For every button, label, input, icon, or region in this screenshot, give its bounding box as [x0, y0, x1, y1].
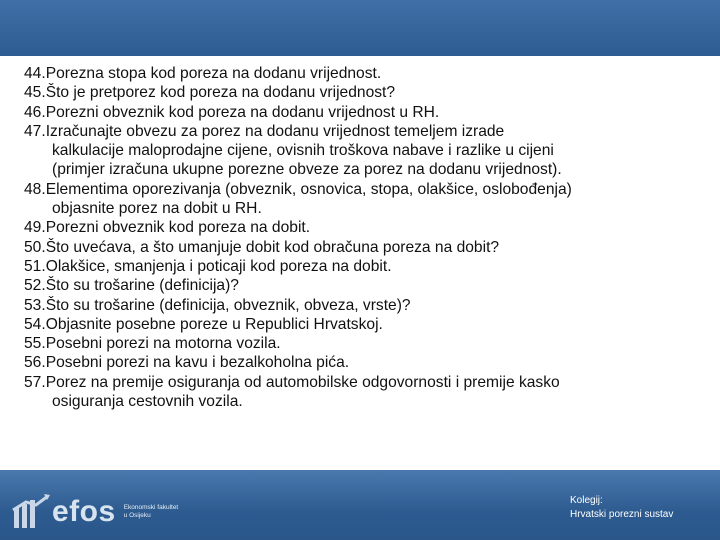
question-text: Posebni porezi na motorna vozila. — [45, 335, 281, 353]
question-item-continuation — [24, 392, 704, 411]
question-number: 50. — [24, 238, 46, 256]
question-text: Elementima oporezivanja (obveznik, osnovica, stopa, olakšice, oslobođenja) — [45, 180, 572, 198]
efos-logo-icon — [12, 494, 50, 530]
question-text: kalkulacije maloprodajne cijene, ovisnih troškova nabave i razlike u cijeni — [52, 142, 554, 160]
question-text: Što uvećava, a što umanjuje dobit kod obračuna poreza na dobit? — [45, 238, 500, 256]
question-item — [24, 83, 704, 102]
question-text: (primjer izračuna ukupne porezne obveze za porez na dodanu vrijednost). — [52, 161, 562, 179]
question-text: Porezni obveznik kod poreza na dobit. — [45, 219, 311, 237]
question-text: Što su trošarine (definicija)? — [45, 277, 239, 295]
question-item — [24, 103, 704, 122]
question-number: 55. — [24, 335, 46, 353]
logo-subtitle-line-1: Ekonomski fakultet — [123, 504, 179, 511]
question-number: 56. — [24, 354, 46, 372]
question-item — [24, 122, 704, 141]
question-item — [24, 64, 704, 83]
question-text: Porezni obveznik kod poreza na dodanu vrijednost u RH. — [45, 103, 440, 121]
question-text: Izračunajte obvezu za porez na dodanu vrijednost temeljem izrade — [45, 122, 505, 140]
question-number: 53. — [24, 296, 46, 314]
question-item — [24, 334, 704, 353]
logo-subtitle — [124, 504, 179, 520]
efos-logo — [12, 492, 178, 532]
question-item-continuation — [24, 199, 704, 218]
question-number: 54. — [24, 315, 46, 333]
question-text: Posebni porezi na kavu i bezalkoholna pića. — [45, 354, 350, 372]
question-text: Olakšice, smanjenja i poticaji kod poreza na dobit. — [45, 257, 392, 275]
question-number: 57. — [24, 373, 46, 391]
question-number: 44. — [24, 65, 46, 82]
course-info — [570, 494, 673, 522]
question-number: 49. — [24, 219, 46, 237]
question-text: Porez na premije osiguranja od automobilske odgovornosti i premije kasko — [45, 373, 560, 391]
logo-subtitle-line-2: u Osijeku — [123, 512, 151, 519]
question-number: 47. — [24, 122, 46, 140]
question-list — [24, 64, 704, 411]
question-item-continuation — [24, 160, 704, 179]
question-item — [24, 353, 704, 372]
question-list-area — [24, 64, 704, 462]
question-text: Porezna stopa kod poreza na dodanu vrijednost. — [45, 65, 382, 82]
question-text: objasnite porez na dobit u RH. — [52, 200, 262, 218]
question-item — [24, 296, 704, 315]
question-item — [24, 180, 704, 199]
question-number: 45. — [24, 84, 46, 102]
question-item — [24, 257, 704, 276]
course-label: Kolegij: — [570, 495, 603, 506]
question-text: osiguranja cestovnih vozila. — [52, 393, 243, 411]
question-item-continuation — [24, 141, 704, 160]
question-text: Što su trošarine (definicija, obveznik, obveza, vrste)? — [45, 296, 411, 314]
question-item — [24, 315, 704, 334]
question-number: 51. — [24, 257, 46, 275]
logo-wordmark: efos — [52, 495, 116, 528]
question-item — [24, 218, 704, 237]
question-text: Objasnite posebne poreze u Republici Hrvatskoj. — [45, 315, 383, 333]
question-item — [24, 373, 704, 392]
header-band — [0, 0, 720, 56]
question-number: 52. — [24, 277, 46, 295]
question-item — [24, 238, 704, 257]
course-name: Hrvatski porezni sustav — [570, 509, 674, 520]
question-item — [24, 276, 704, 295]
question-number: 46. — [24, 103, 46, 121]
question-number: 48. — [24, 180, 46, 198]
question-text: Što je pretporez kod poreza na dodanu vrijednost? — [45, 84, 396, 102]
